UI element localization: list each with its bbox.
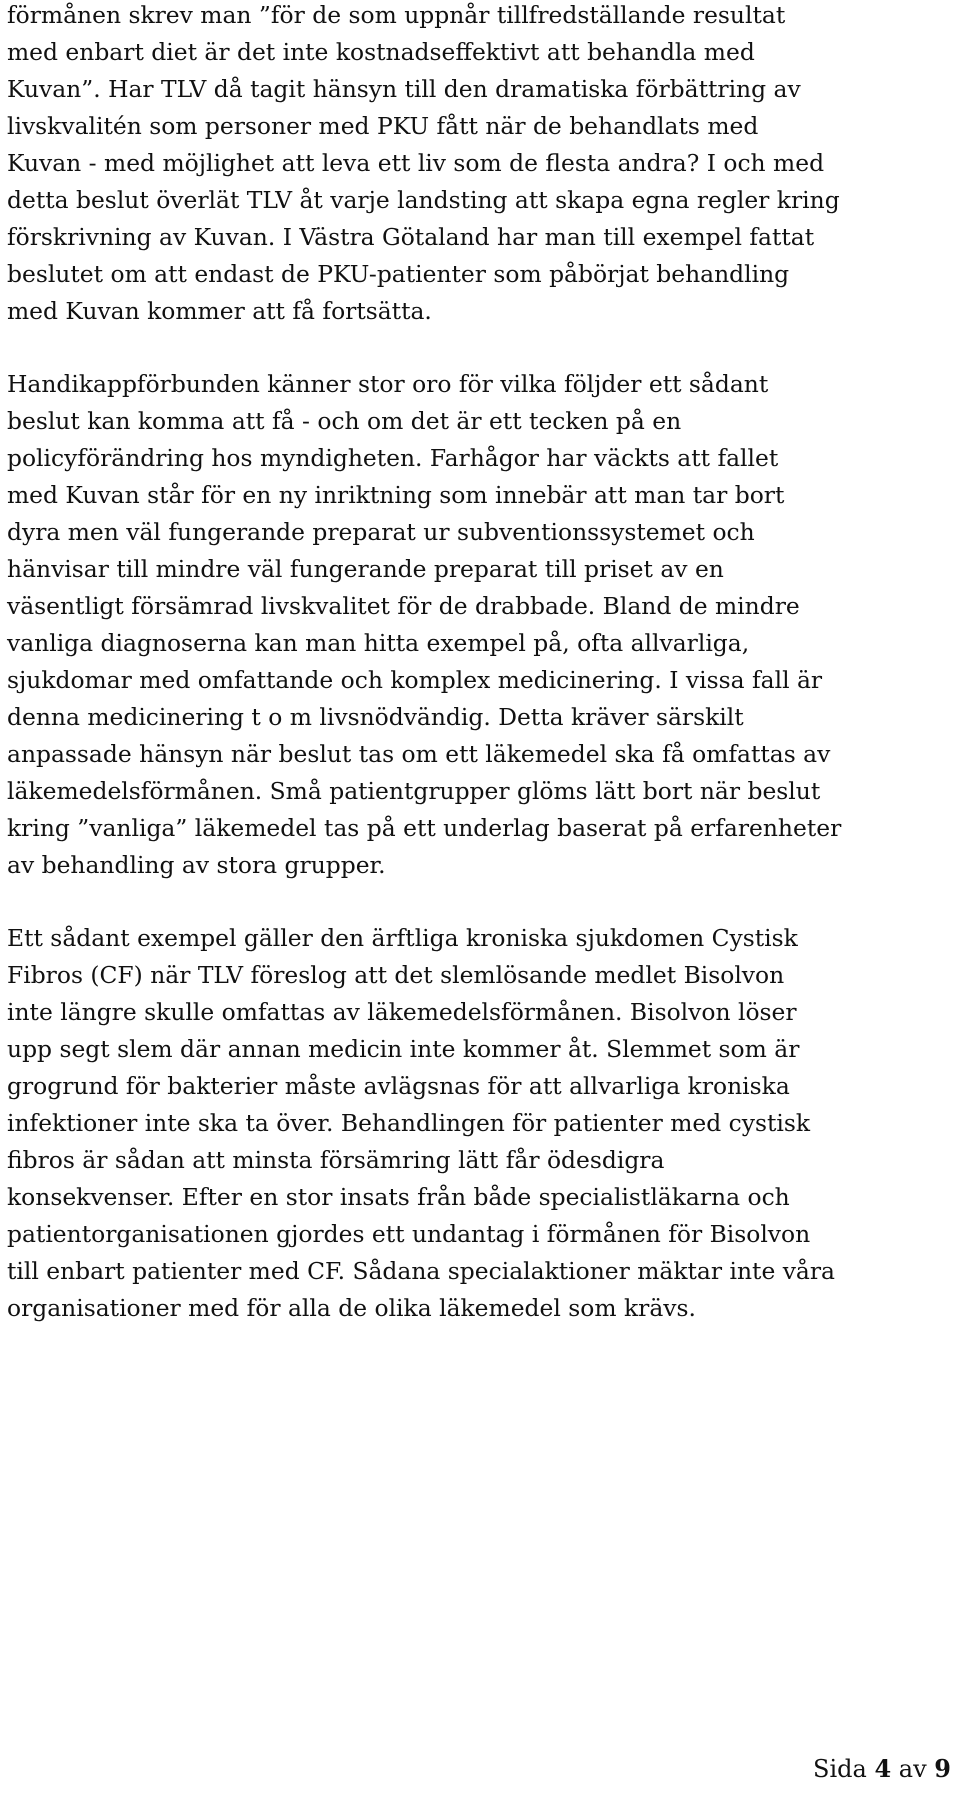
text-line: detta beslut överlät TLV åt varje landsting att skapa egna regler kring xyxy=(7,186,840,214)
page-number-footer xyxy=(813,1752,951,1786)
text-line: Kuvan”. Har TLV då tagit hänsyn till den dramatiska förbättring av xyxy=(7,75,801,103)
text-line: livskvalitén som personer med PKU fått när de behandlats med xyxy=(7,112,759,140)
text-line: fibros är sådan att minsta försämring lätt får ödesdigra xyxy=(7,1146,665,1174)
text-line: policyförändring hos myndigheten. Farhågor har väckts att fallet xyxy=(7,444,779,472)
text-line: patientorganisationen gjordes ett undantag i förmånen för Bisolvon xyxy=(7,1220,811,1248)
text-line: beslut kan komma att få - och om det är ett tecken på en xyxy=(7,407,682,435)
page-prefix: Sida xyxy=(813,1755,867,1783)
current-page-number: 4 xyxy=(874,1754,892,1783)
page-separator: av xyxy=(898,1755,927,1783)
text-line: inte längre skulle omfattas av läkemedelsförmånen. Bisolvon löser xyxy=(7,998,797,1026)
text-line: dyra men väl fungerande preparat ur subventionssystemet och xyxy=(7,518,755,546)
text-line: grogrund för bakterier måste avlägsnas för att allvarliga kroniska xyxy=(7,1072,790,1100)
text-line: väsentligt försämrad livskvalitet för de drabbade. Bland de mindre xyxy=(7,592,800,620)
text-line: upp segt slem där annan medicin inte kommer åt. Slemmet som är xyxy=(7,1035,800,1063)
text-line: av behandling av stora grupper. xyxy=(7,851,386,879)
text-line: Handikappförbunden känner stor oro för vilka följder ett sådant xyxy=(7,370,769,398)
text-line: med enbart diet är det inte kostnadseffektivt att behandla med xyxy=(7,38,755,66)
text-line: kring ”vanliga” läkemedel tas på ett underlag baserat på erfarenheter xyxy=(7,814,842,842)
text-line: Kuvan - med möjlighet att leva ett liv som de flesta andra? I och med xyxy=(7,149,825,177)
text-line: Fibros (CF) när TLV föreslog att det slemlösande medlet Bisolvon xyxy=(7,961,785,989)
text-line: anpassade hänsyn när beslut tas om ett läkemedel ska få omfattas av xyxy=(7,740,831,768)
text-line: konsekvenser. Efter en stor insats från både specialistläkarna och xyxy=(7,1183,790,1211)
text-line: med Kuvan kommer att få fortsätta. xyxy=(7,297,432,325)
text-line: vanliga diagnoserna kan man hitta exempel på, ofta allvarliga, xyxy=(7,629,750,657)
text-line: hänvisar till mindre väl fungerande preparat till priset av en xyxy=(7,555,724,583)
text-line: med Kuvan står för en ny inriktning som innebär att man tar bort xyxy=(7,481,785,509)
text-line: till enbart patienter med CF. Sådana specialaktioner mäktar inte våra xyxy=(7,1257,836,1285)
text-line: infektioner inte ska ta över. Behandlingen för patienter med cystisk xyxy=(7,1109,811,1137)
text-line: denna medicinering t o m livsnödvändig. Detta kräver särskilt xyxy=(7,703,744,731)
text-line: Ett sådant exempel gäller den ärftliga kroniska sjukdomen Cystisk xyxy=(7,924,798,952)
text-line: läkemedelsförmånen. Små patientgrupper glöms lätt bort när beslut xyxy=(7,777,821,805)
text-line: förmånen skrev man ”för de som uppnår tillfredställande resultat xyxy=(7,1,786,29)
text-line: organisationer med för alla de olika läkemedel som krävs. xyxy=(7,1294,696,1322)
total-page-count: 9 xyxy=(934,1754,951,1783)
text-line: sjukdomar med omfattande och komplex medicinering. I vissa fall är xyxy=(7,666,823,694)
text-line: förskrivning av Kuvan. I Västra Götaland har man till exempel fattat xyxy=(7,223,815,251)
text-line: beslutet om att endast de PKU-patienter som påbörjat behandling xyxy=(7,260,790,288)
